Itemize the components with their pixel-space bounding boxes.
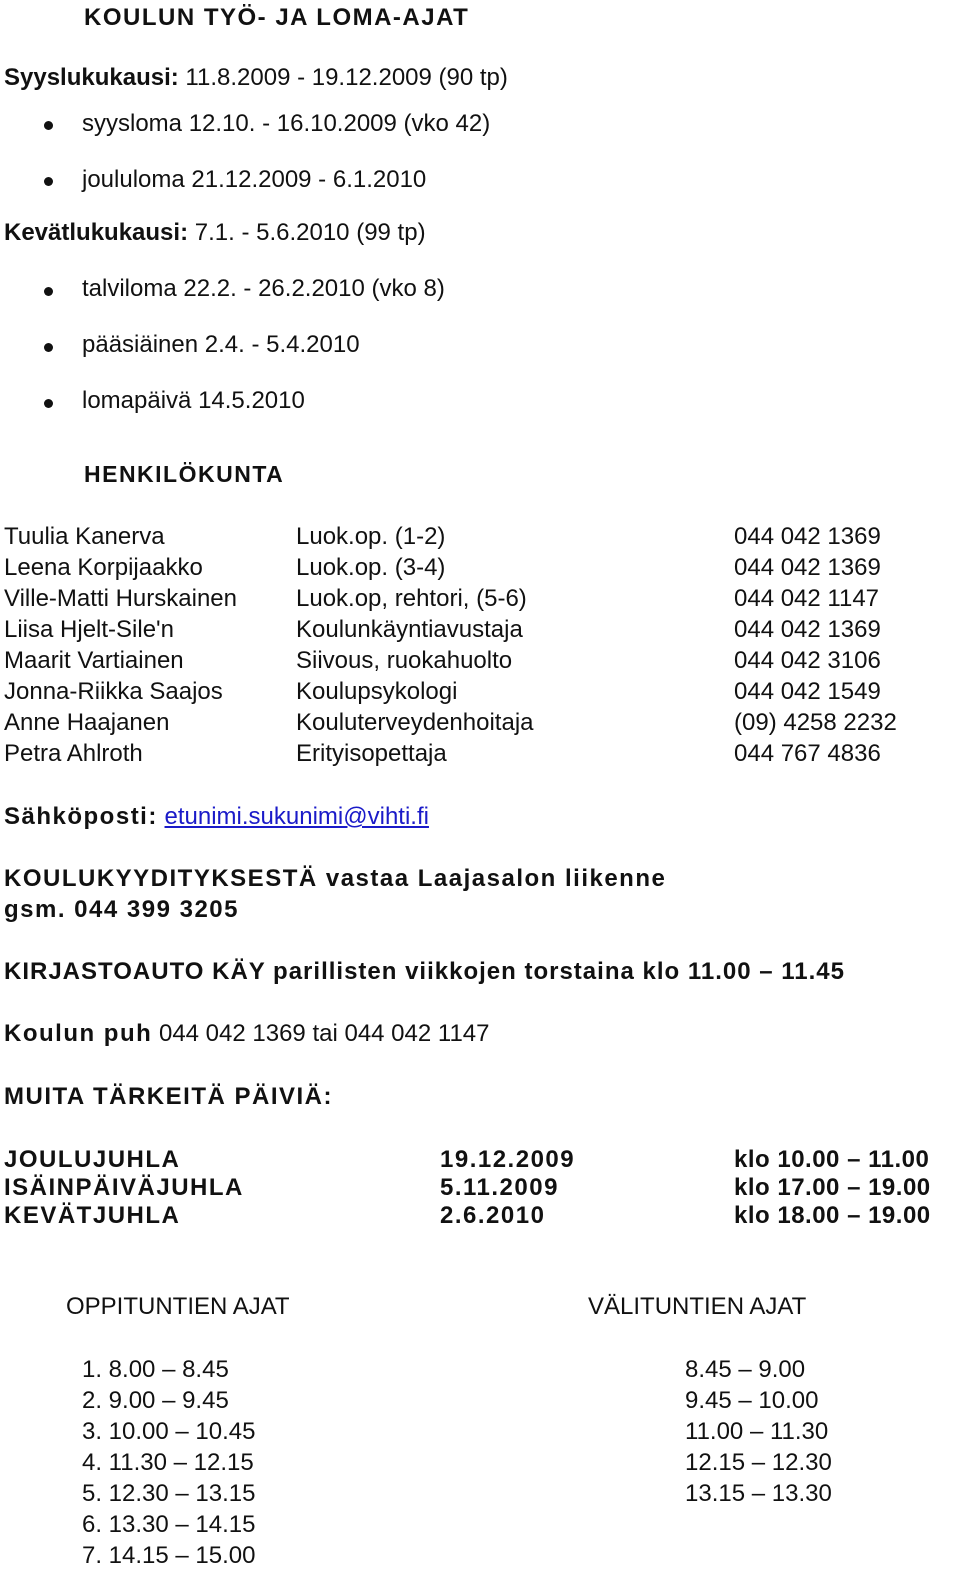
kyyti-line-1: KOULUKYYDITYKSESTÄ vastaa Laajasalon liikenne xyxy=(4,865,667,892)
kevat-label: Kevätlukukausi: xyxy=(4,219,189,246)
staff-name: Liisa Hjelt-Sile'n xyxy=(4,616,174,643)
lesson-time: 4. 11.30 – 12.15 xyxy=(82,1449,254,1476)
lesson-time: 2. 9.00 – 9.45 xyxy=(82,1387,229,1414)
bullet-icon xyxy=(44,399,53,408)
staff-name: Petra Ahlroth xyxy=(4,740,143,767)
staff-role: Luok.op. (1-2) xyxy=(296,523,446,550)
kevat-item: lomapäivä 14.5.2010 xyxy=(82,387,305,414)
staff-role: Luok.op. (3-4) xyxy=(296,554,446,581)
event-time: klo 17.00 – 19.00 xyxy=(734,1174,931,1201)
lesson-time: 6. 13.30 – 14.15 xyxy=(82,1511,256,1538)
email-label: Sähköposti: xyxy=(4,803,158,830)
syys-item: joululoma 21.12.2009 - 6.1.2010 xyxy=(82,166,427,193)
break-time: 12.15 – 12.30 xyxy=(685,1449,832,1476)
kirjasto-line: KIRJASTOAUTO KÄY parillisten viikkojen torstaina klo 11.00 – 11.45 xyxy=(4,958,845,985)
staff-phone: 044 767 4836 xyxy=(734,740,881,767)
staff-phone: 044 042 1369 xyxy=(734,554,881,581)
syys-label: Syyslukukausi: xyxy=(4,64,179,91)
syys-value: 11.8.2009 - 19.12.2009 (90 tp) xyxy=(185,64,508,91)
event-name: ISÄINPÄIVÄJUHLA xyxy=(4,1174,244,1201)
kevat-item: talviloma 22.2. - 26.2.2010 (vko 8) xyxy=(82,275,445,302)
staff-role: Erityisopettaja xyxy=(296,740,447,767)
page-title: KOULUN TYÖ- JA LOMA-AJAT xyxy=(84,4,470,31)
valitunnit-heading: VÄLITUNTIEN AJAT xyxy=(588,1293,807,1320)
staff-phone: (09) 4258 2232 xyxy=(734,709,897,736)
event-date: 5.11.2009 xyxy=(440,1174,559,1201)
syys-item: syysloma 12.10. - 16.10.2009 (vko 42) xyxy=(82,110,491,137)
break-time: 13.15 – 13.30 xyxy=(685,1480,832,1507)
lesson-time: 5. 12.30 – 13.15 xyxy=(82,1480,256,1507)
staff-name: Leena Korpijaakko xyxy=(4,554,203,581)
lesson-time: 7. 14.15 – 15.00 xyxy=(82,1542,256,1569)
staff-phone: 044 042 1369 xyxy=(734,523,881,550)
lesson-time: 1. 8.00 – 8.45 xyxy=(82,1356,229,1383)
staff-phone: 044 042 1369 xyxy=(734,616,881,643)
staff-name: Tuulia Kanerva xyxy=(4,523,165,550)
staff-phone: 044 042 1147 xyxy=(734,585,880,612)
staff-role: Koulupsykologi xyxy=(296,678,458,705)
staff-role: Koulunkäyntiavustaja xyxy=(296,616,523,643)
bullet-icon xyxy=(44,121,53,130)
staff-phone: 044 042 1549 xyxy=(734,678,881,705)
phone-value: 044 042 1369 tai 044 042 1147 xyxy=(158,1020,490,1047)
staff-heading: HENKILÖKUNTA xyxy=(84,461,285,487)
staff-name: Maarit Vartiainen xyxy=(4,647,184,674)
bullet-icon xyxy=(44,343,53,352)
event-time: klo 18.00 – 19.00 xyxy=(734,1202,931,1229)
oppitunnit-heading: OPPITUNTIEN AJAT xyxy=(66,1293,290,1320)
event-date: 2.6.2010 xyxy=(440,1202,546,1229)
break-time: 8.45 – 9.00 xyxy=(685,1356,806,1383)
event-time: klo 10.00 – 11.00 xyxy=(734,1146,930,1173)
break-time: 9.45 – 10.00 xyxy=(685,1387,819,1414)
event-date: 19.12.2009 xyxy=(440,1146,576,1173)
muita-heading: MUITA TÄRKEITÄ PÄIVIÄ: xyxy=(4,1083,333,1110)
staff-name: Ville-Matti Hurskainen xyxy=(4,585,237,612)
email-link[interactable]: etunimi.sukunimi@vihti.fi xyxy=(164,803,429,830)
staff-name: Anne Haajanen xyxy=(4,709,170,736)
staff-role: Siivous, ruokahuolto xyxy=(296,647,513,674)
staff-name: Jonna-Riikka Saajos xyxy=(4,678,223,705)
break-time: 11.00 – 11.30 xyxy=(685,1418,829,1445)
kevat-value: 7.1. - 5.6.2010 (99 tp) xyxy=(194,219,426,246)
bullet-icon xyxy=(44,287,53,296)
kyyti-line-2: gsm. 044 399 3205 xyxy=(4,896,239,923)
phone-line xyxy=(4,1020,490,1048)
bullet-icon xyxy=(44,177,53,186)
staff-phone: 044 042 3106 xyxy=(734,647,881,674)
lesson-time: 3. 10.00 – 10.45 xyxy=(82,1418,256,1445)
email-line xyxy=(4,803,429,831)
kevat-item: pääsiäinen 2.4. - 5.4.2010 xyxy=(82,331,360,358)
staff-role: Luok.op, rehtori, (5-6) xyxy=(296,585,527,612)
event-name: JOULUJUHLA xyxy=(4,1146,181,1173)
staff-role: Kouluterveydenhoitaja xyxy=(296,709,534,736)
phone-label: Koulun puh xyxy=(4,1020,153,1047)
syys-line xyxy=(4,64,508,92)
kevat-line xyxy=(4,219,426,247)
event-name: KEVÄTJUHLA xyxy=(4,1202,181,1229)
